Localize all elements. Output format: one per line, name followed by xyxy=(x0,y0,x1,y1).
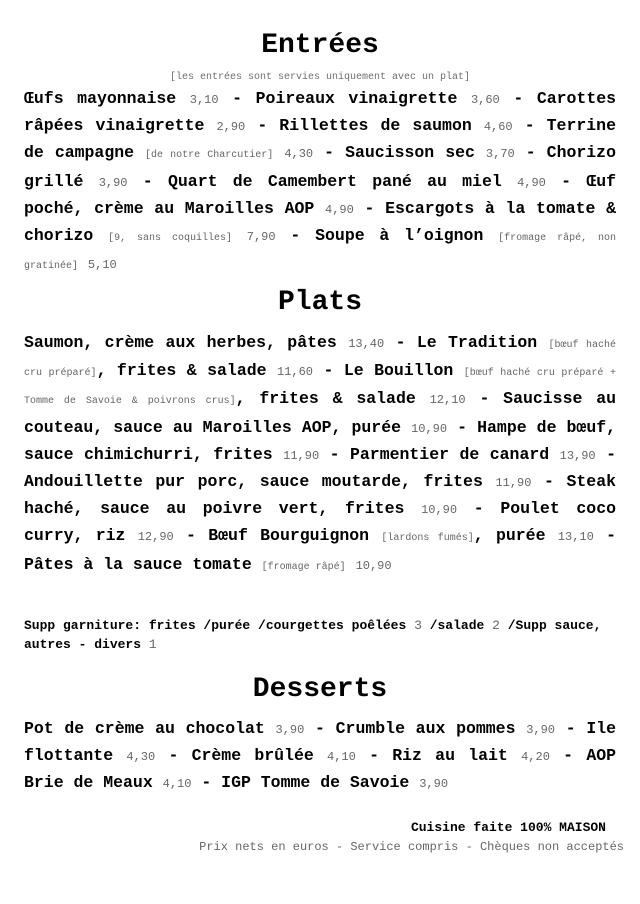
item-price: 4,10 xyxy=(162,777,192,792)
separator: - xyxy=(524,116,535,136)
menu-item xyxy=(24,333,384,352)
plats-list xyxy=(24,330,616,580)
item-price: 12,10 xyxy=(429,393,466,408)
separator: - xyxy=(232,89,243,108)
item-name: Parmentier de canard xyxy=(350,444,550,464)
item-name: Hampe de bœuf, sauce chimichurri, frites xyxy=(24,417,617,464)
menu-item xyxy=(168,172,546,191)
separator: - xyxy=(473,499,484,519)
item-name: Riz au lait xyxy=(392,746,508,766)
item-name: Œuf poché, crème au Maroilles AOP xyxy=(24,171,617,218)
separator: - xyxy=(324,143,335,163)
item-price: 4,30 xyxy=(126,750,156,765)
separator: - xyxy=(395,333,406,352)
item-price: 10,90 xyxy=(411,421,448,436)
supp-price: 1 xyxy=(148,637,157,652)
item-name: Saucisse au couteau, sauce au Maroilles AOP, purée xyxy=(24,389,617,437)
item-price: 4,30 xyxy=(284,147,314,162)
item-name: Le Tradition xyxy=(416,333,538,352)
supplements xyxy=(24,616,616,654)
desserts-title: Desserts xyxy=(252,674,388,705)
separator: - xyxy=(290,226,301,246)
item-detail: [fromage râpé] xyxy=(261,561,346,573)
item-price: 3,70 xyxy=(485,147,515,162)
separator: - xyxy=(457,417,468,437)
menu-item xyxy=(221,773,448,792)
entrees-list xyxy=(24,86,616,279)
separator: - xyxy=(606,526,617,546)
supp-text: /Supp sauce, autres - divers xyxy=(24,618,602,652)
item-name: AOP Brie de Meaux xyxy=(24,746,617,793)
entrees-title: Entrées xyxy=(261,30,379,61)
menu-item xyxy=(24,555,392,574)
item-price: 4,10 xyxy=(327,750,356,765)
item-price: 4,90 xyxy=(517,175,546,190)
separator: - xyxy=(257,116,268,136)
item-name: Quart de Camembert pané au miel xyxy=(167,171,502,191)
menu-item xyxy=(350,445,596,464)
menu-item xyxy=(392,746,550,765)
separator: - xyxy=(606,444,617,464)
separator: - xyxy=(168,746,179,766)
item-name: Poulet coco curry, riz xyxy=(24,499,617,546)
separator: - xyxy=(561,171,572,191)
item-price: 4,20 xyxy=(521,750,550,765)
item-price: 11,90 xyxy=(495,476,532,491)
separator: - xyxy=(186,526,196,546)
item-name: Crème brûlée xyxy=(191,746,314,766)
menu-item xyxy=(24,719,304,738)
item-price: 4,60 xyxy=(483,120,513,135)
footer-note: Prix nets en euros - Service compris - Chèques non acceptés xyxy=(199,840,624,854)
menu-item xyxy=(279,116,512,135)
separator: - xyxy=(315,719,325,738)
item-price: 7,90 xyxy=(246,230,276,245)
item-price: 2,90 xyxy=(216,120,246,135)
item-price: 13,90 xyxy=(559,448,596,463)
separator: - xyxy=(323,361,334,381)
item-price: 10,90 xyxy=(355,558,392,573)
item-price: 3,60 xyxy=(470,93,500,107)
item-price: 12,90 xyxy=(137,530,174,545)
item-name: Ile flottante xyxy=(24,719,617,766)
item-name: Le Bouillon xyxy=(343,361,454,381)
item-price: 13,10 xyxy=(557,530,594,545)
separator: - xyxy=(513,89,524,108)
item-name: Rillettes de saumon xyxy=(279,116,472,136)
supp-text: Supp garniture: frites /purée /courgettes poêlées xyxy=(24,618,407,633)
separator: - xyxy=(479,389,490,409)
separator: - xyxy=(544,472,554,492)
item-name: Escargots à la tomate & chorizo xyxy=(24,198,617,246)
menu-item xyxy=(345,143,515,162)
item-name: Pâtes à la sauce tomate xyxy=(24,554,252,574)
item-name: Bœuf Bourguignon xyxy=(208,526,370,546)
item-price: 3,90 xyxy=(275,723,305,737)
separator: - xyxy=(565,719,576,738)
item-detail: [lardons fumés] xyxy=(381,533,474,545)
item-suffix: , frites & salade xyxy=(235,389,416,409)
menu-item xyxy=(192,746,356,765)
separator: - xyxy=(525,143,536,163)
entrees-note: [les entrées sont servies uniquement avec un plat] xyxy=(169,72,471,83)
item-price: 10,90 xyxy=(421,503,458,518)
menu-item xyxy=(24,89,219,108)
item-price: 3,90 xyxy=(419,777,449,792)
item-price: 3,90 xyxy=(526,723,555,737)
item-name: Pot de crème au chocolat xyxy=(24,719,265,738)
item-price: 4,90 xyxy=(325,202,354,217)
separator: - xyxy=(329,444,340,464)
item-detail: [de notre Charcutier] xyxy=(145,150,274,162)
item-detail: [fromage râpé, non gratinée] xyxy=(24,233,616,273)
item-name: Saucisson sec xyxy=(345,143,475,163)
item-name: Soupe à l’oignon xyxy=(315,226,484,246)
item-name: Steak haché, sauce au poivre vert, frites xyxy=(24,472,616,519)
item-price: 3,90 xyxy=(98,175,128,190)
item-name: Œufs mayonnaise xyxy=(24,89,177,108)
separator: - xyxy=(563,746,574,766)
plats-title: Plats xyxy=(277,287,362,318)
item-suffix: , frites & salade xyxy=(96,361,267,381)
item-detail: [bœuf haché cru préparé] xyxy=(24,340,617,380)
item-detail: [bœuf haché cru préparé + Tomme de Savoie & poivrons crus] xyxy=(24,368,616,408)
item-name: Terrine de campagne xyxy=(24,116,616,163)
item-name: Crumble aux pommes xyxy=(335,719,516,738)
item-name: Carottes râpées vinaigrette xyxy=(24,89,617,136)
item-price: 11,90 xyxy=(283,448,320,463)
menu-item xyxy=(24,472,531,491)
item-name: Andouillette pur porc, sauce moutarde, frites xyxy=(24,472,483,492)
menu-item xyxy=(336,719,555,738)
item-detail: [9, sans coquilles] xyxy=(108,233,232,245)
supp-price: 2 xyxy=(492,618,500,633)
menu-item xyxy=(256,89,500,108)
separator: - xyxy=(142,171,153,191)
item-name: Poireaux vinaigrette xyxy=(255,89,458,108)
separator: - xyxy=(364,198,375,218)
maison-label: Cuisine faite 100% MAISON xyxy=(410,820,606,835)
item-name: Saumon, crème aux herbes, pâtes xyxy=(24,333,337,352)
item-price: 5,10 xyxy=(87,258,117,273)
supp-price: 3 xyxy=(414,618,422,633)
menu-item xyxy=(208,526,594,545)
separator: - xyxy=(201,773,212,793)
item-name: Chorizo grillé xyxy=(24,143,616,191)
item-price: 11,60 xyxy=(277,365,314,380)
item-suffix: , purée xyxy=(473,526,546,546)
separator: - xyxy=(369,746,379,766)
item-price: 13,40 xyxy=(348,337,385,351)
item-price: 3,10 xyxy=(189,93,219,107)
desserts-list xyxy=(24,716,616,798)
item-name: IGP Tomme de Savoie xyxy=(221,773,410,793)
supp-text: /salade xyxy=(429,618,485,633)
